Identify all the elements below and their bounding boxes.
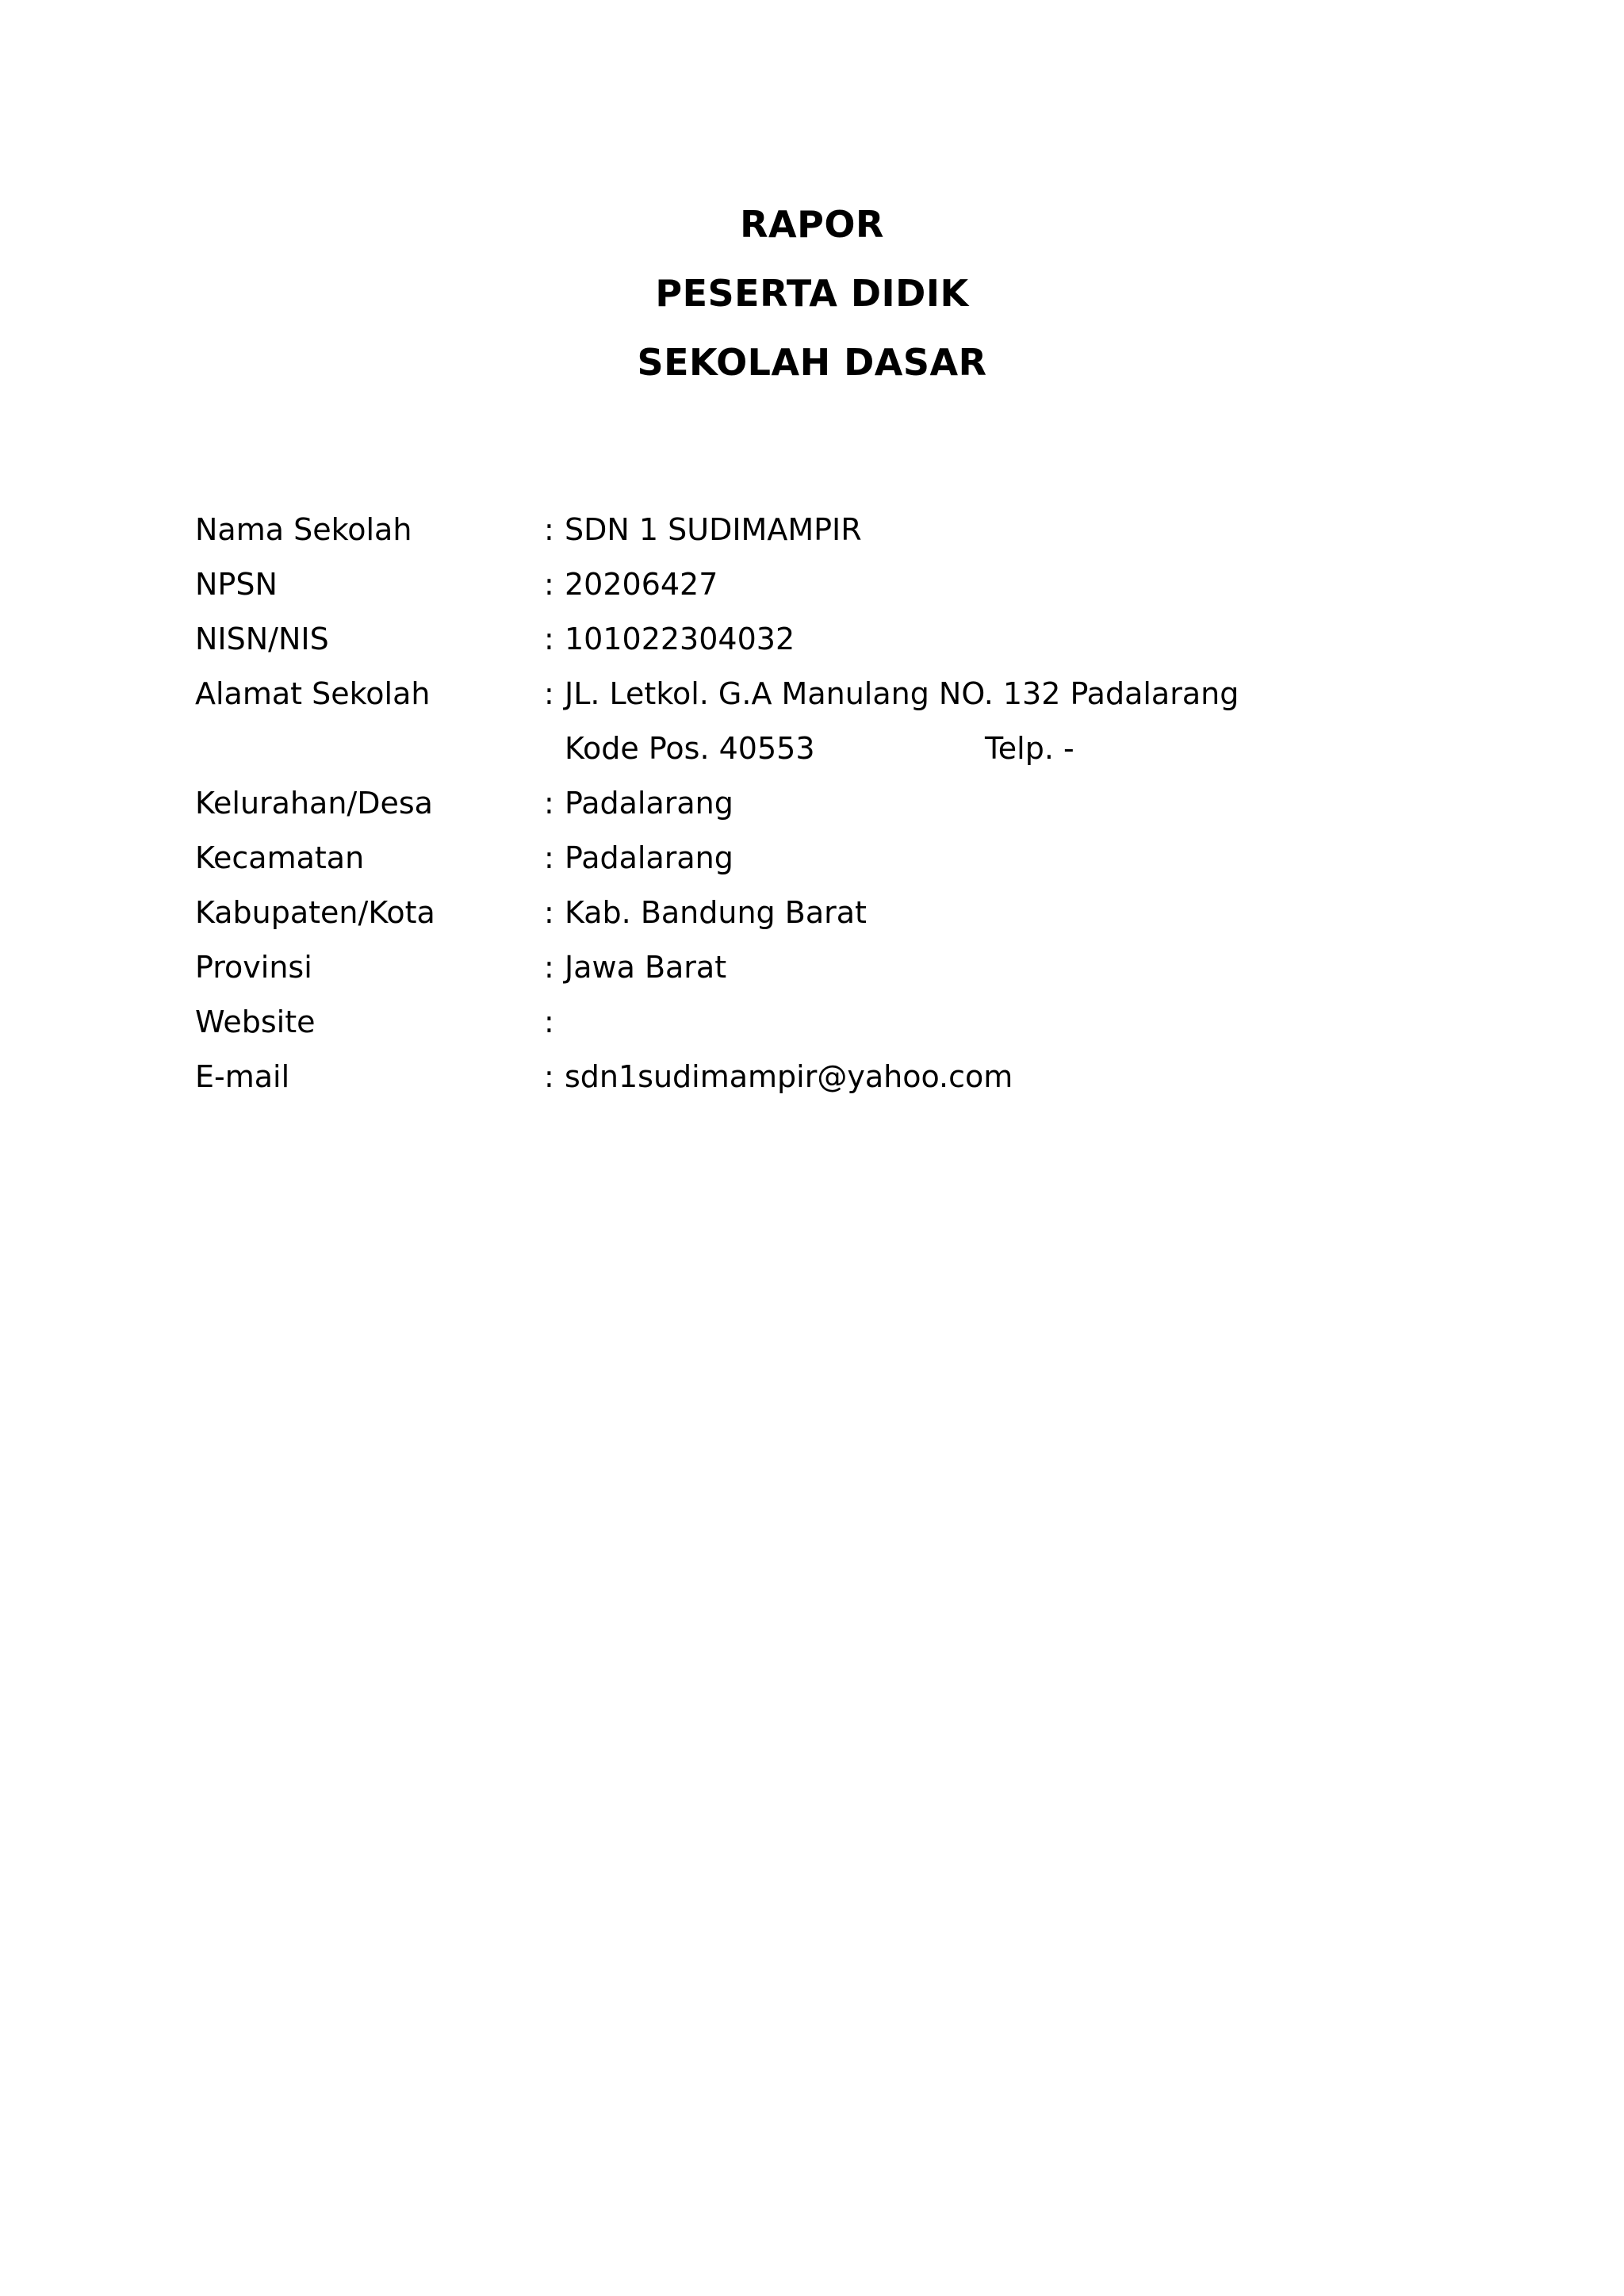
- value-provinsi: Jawa Barat: [565, 949, 727, 985]
- label-alamat-sekolah: Alamat Sekolah: [195, 675, 431, 711]
- row-alamat-sekolah: [195, 666, 1464, 721]
- row-npsn: [195, 557, 1464, 611]
- row-kabupaten: [195, 885, 1464, 939]
- label-nisn-nis: NISN/NIS: [195, 621, 329, 656]
- colon: :: [544, 949, 554, 985]
- row-nisn-nis: [195, 611, 1464, 666]
- row-kecamatan: [195, 830, 1464, 885]
- value-nisn-nis: 101022304032: [565, 621, 795, 656]
- value-alamat-sekolah: JL. Letkol. G.A Manulang NO. 132 Padalarang: [565, 675, 1239, 711]
- row-website: [195, 994, 1464, 1049]
- label-email: E-mail: [195, 1058, 290, 1094]
- colon: :: [544, 675, 554, 711]
- colon: :: [544, 894, 554, 930]
- document-title: [0, 190, 1624, 397]
- colon: :: [544, 621, 554, 656]
- value-nama-sekolah: SDN 1 SUDIMAMPIR: [565, 511, 862, 547]
- value-kode-pos-telp: [565, 731, 1074, 766]
- colon: :: [544, 785, 554, 821]
- row-email: [195, 1049, 1464, 1104]
- value-npsn: 20206427: [565, 566, 718, 602]
- value-kelurahan: Padalarang: [565, 785, 733, 821]
- colon: :: [544, 1004, 554, 1039]
- colon: :: [544, 840, 554, 875]
- title-sekolah-dasar: SEKOLAH DASAR: [637, 341, 987, 384]
- label-nama-sekolah: Nama Sekolah: [195, 511, 412, 547]
- label-kecamatan: Kecamatan: [195, 840, 365, 875]
- label-npsn: NPSN: [195, 566, 278, 602]
- row-provinsi: [195, 939, 1464, 994]
- title-peserta-didik: PESERTA DIDIK: [655, 272, 969, 315]
- row-kode-pos: [195, 721, 1464, 775]
- value-kabupaten: Kab. Bandung Barat: [565, 894, 867, 930]
- label-kabupaten: Kabupaten/Kota: [195, 894, 435, 930]
- colon: :: [544, 1058, 554, 1094]
- row-nama-sekolah: [195, 502, 1464, 557]
- school-info: [195, 502, 1464, 1104]
- colon: :: [544, 566, 554, 602]
- label-provinsi: Provinsi: [195, 949, 312, 985]
- value-telp: Telp. -: [985, 730, 1074, 766]
- value-email: sdn1sudimampir@yahoo.com: [565, 1058, 1013, 1094]
- colon: :: [544, 511, 554, 547]
- row-kelurahan: [195, 775, 1464, 830]
- label-kelurahan: Kelurahan/Desa: [195, 785, 433, 821]
- value-kode-pos: Kode Pos. 40553: [565, 730, 815, 766]
- title-rapor: RAPOR: [740, 203, 884, 246]
- value-kecamatan: Padalarang: [565, 840, 733, 875]
- label-website: Website: [195, 1004, 316, 1039]
